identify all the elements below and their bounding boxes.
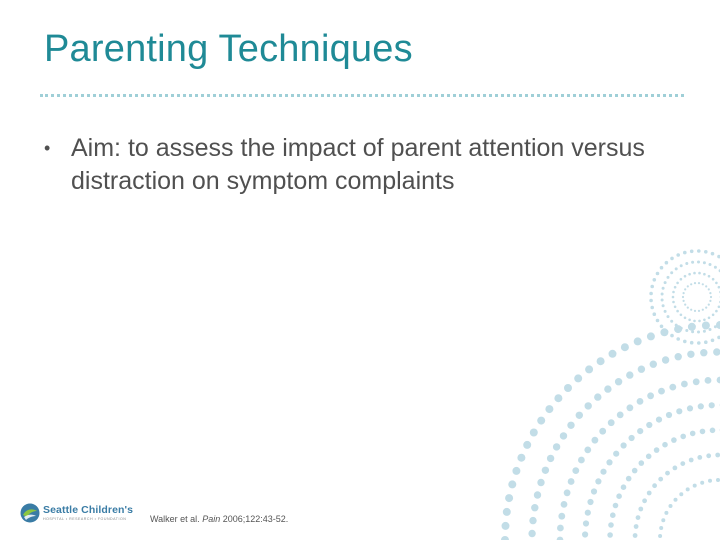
logo-name: Seattle Children's: [43, 504, 134, 516]
bullet-text: Aim: to assess the impact of parent attention versus distraction on symptom complaints: [71, 134, 645, 195]
title-divider: [40, 94, 684, 97]
bullet-item: [44, 132, 651, 198]
logo-tagline: HOSPITAL • RESEARCH • FOUNDATION: [43, 517, 127, 521]
slide-title: Parenting Techniques: [44, 28, 413, 70]
citation-authors: Walker et al.: [150, 514, 200, 524]
citation: [150, 514, 288, 524]
seattle-childrens-logo: [20, 503, 136, 527]
bullet-list: [44, 132, 651, 198]
citation-journal: Pain: [202, 514, 221, 524]
seattle-childrens-logo-icon: [20, 503, 40, 523]
bullet-dot: •: [44, 138, 51, 158]
citation-details: 2006;122:43-52.: [222, 514, 289, 524]
